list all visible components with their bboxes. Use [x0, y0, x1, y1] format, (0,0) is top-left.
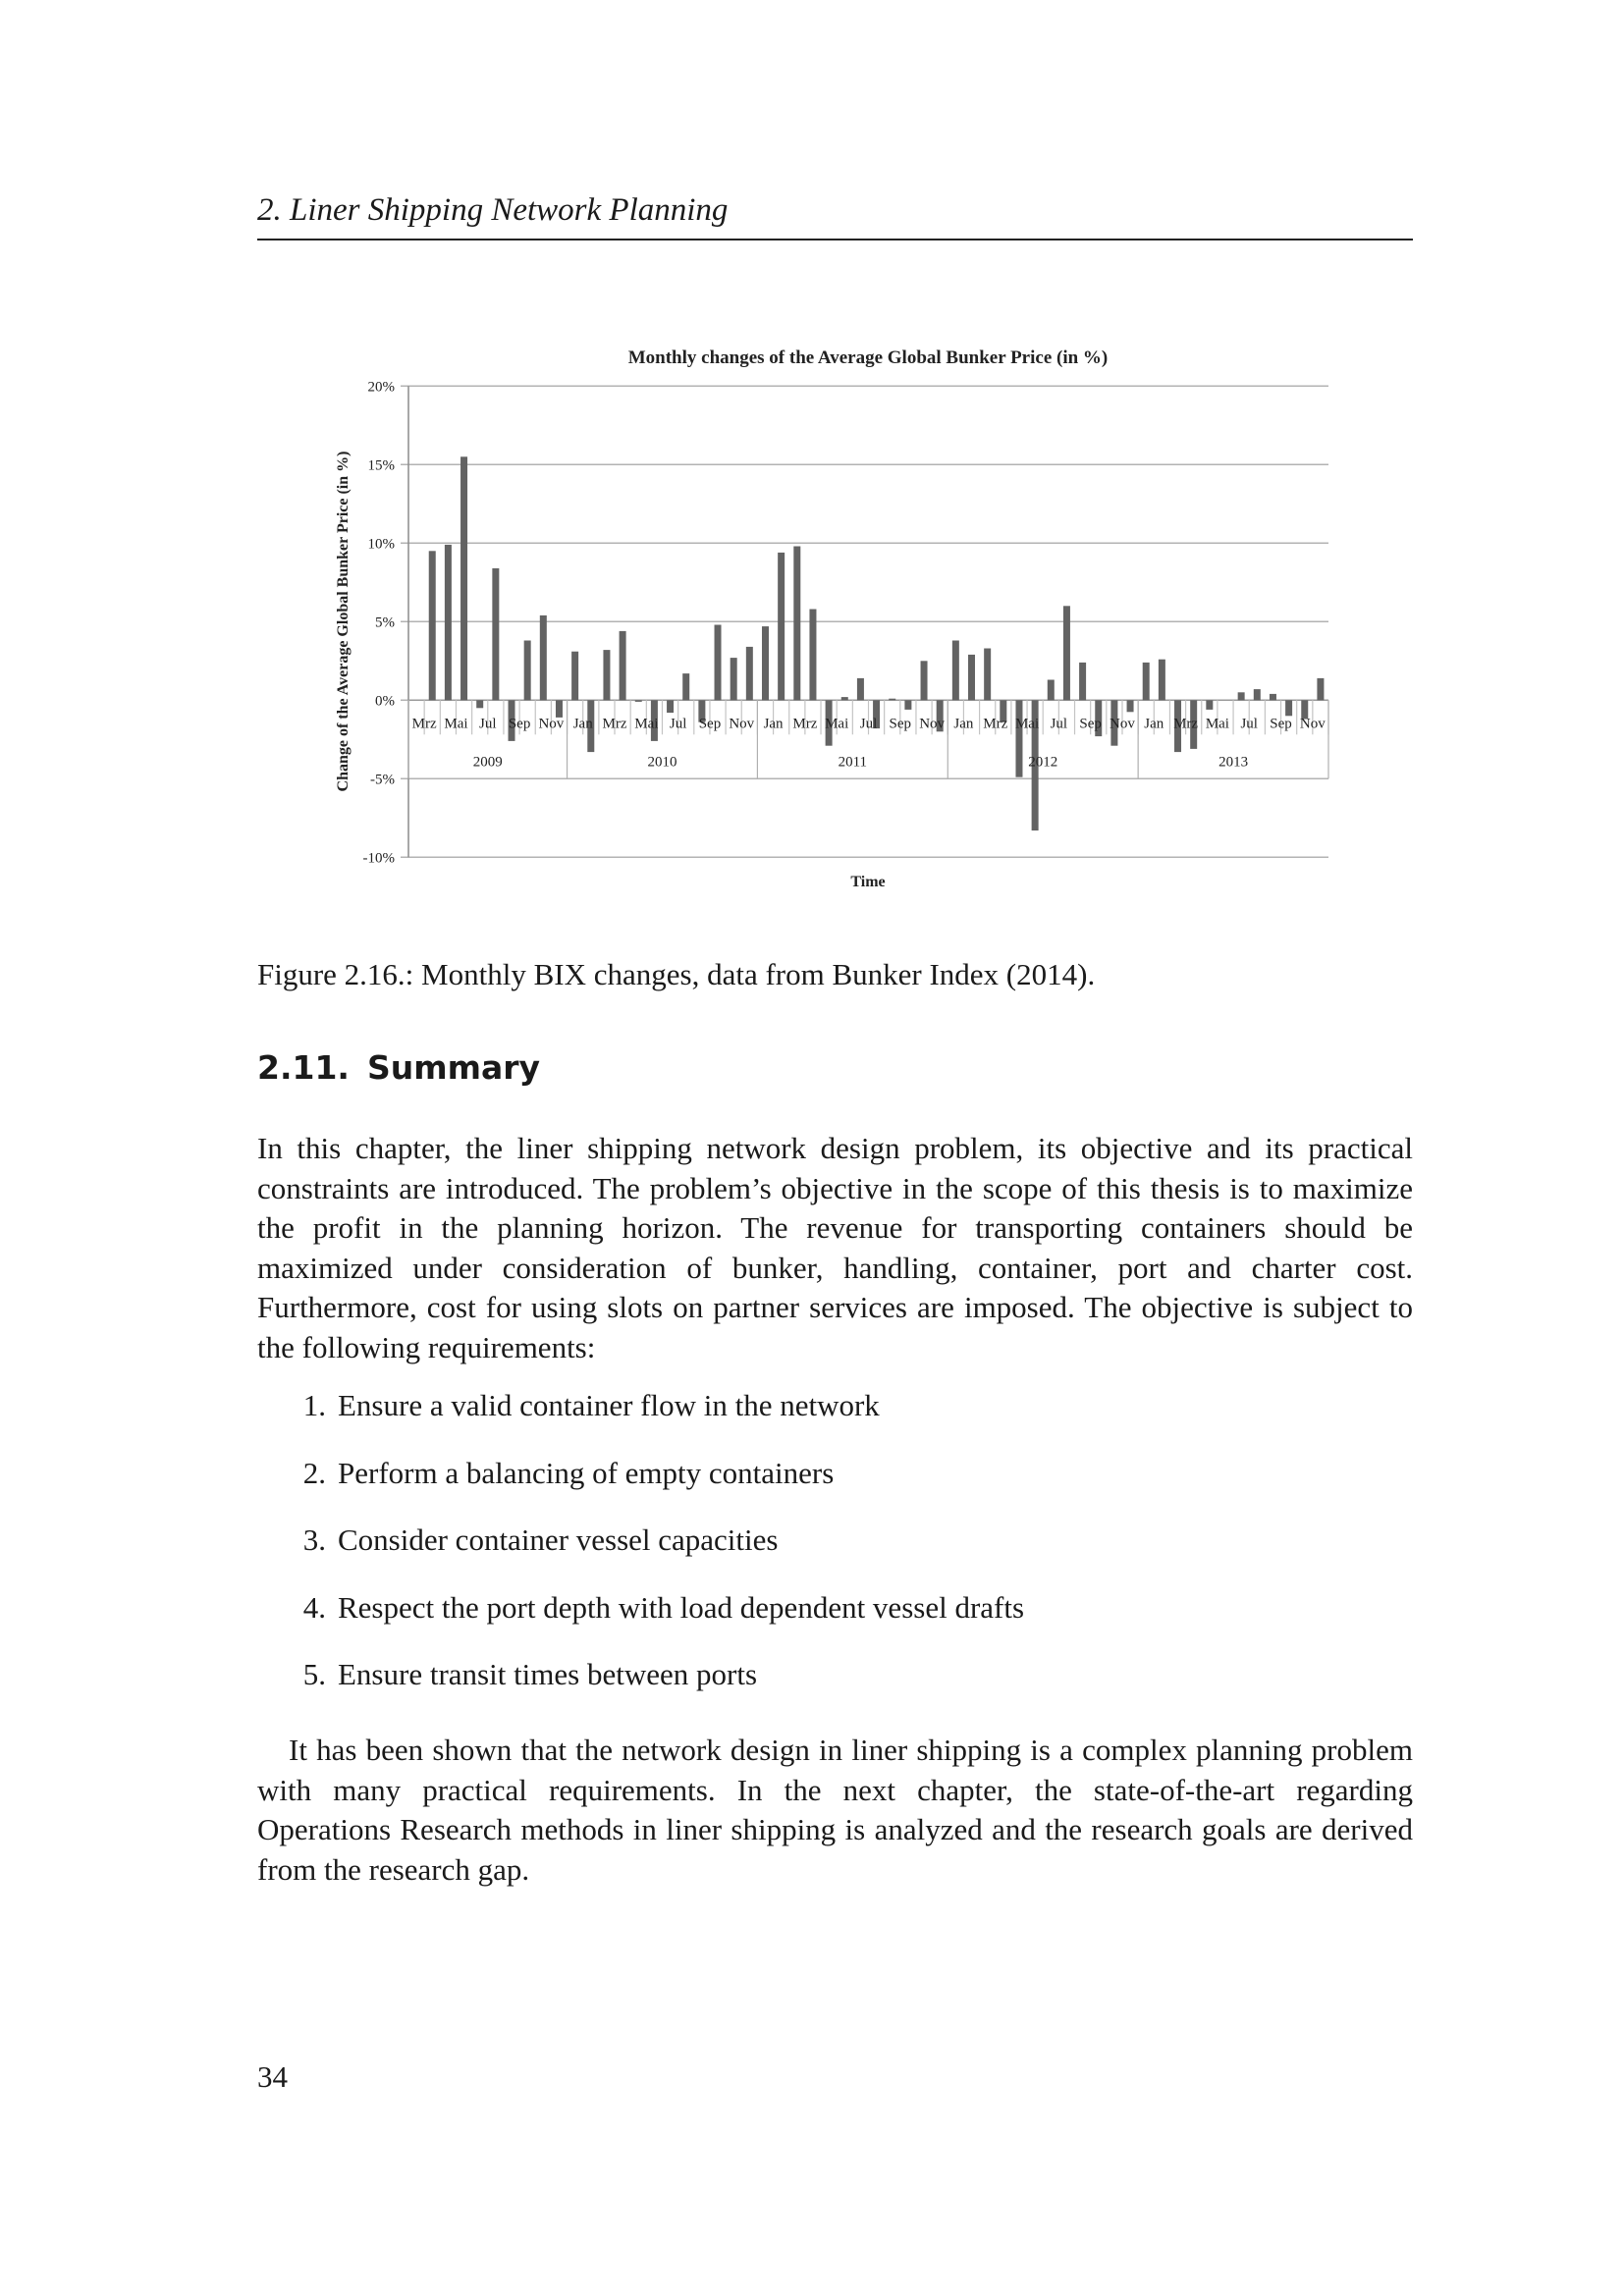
bar — [793, 547, 800, 701]
bar — [731, 658, 737, 700]
page-number: 34 — [257, 2059, 288, 2094]
year-label: 2011 — [838, 754, 868, 771]
list-item-text: Respect the port depth with load dependent vessel drafts — [338, 1589, 1025, 1625]
y-tick-label: -10% — [362, 850, 395, 867]
month-label: Jan — [572, 716, 593, 732]
month-label: Jul — [479, 716, 497, 732]
list-item-text: Perform a balancing of empty containers — [338, 1455, 835, 1490]
month-label: Nov — [729, 716, 755, 732]
bar — [778, 553, 785, 700]
list-item — [257, 1386, 1413, 1454]
bar — [1254, 689, 1261, 700]
month-label: Mai — [634, 716, 659, 732]
month-label: Jan — [953, 716, 974, 732]
month-label: Mrz — [1173, 716, 1199, 732]
bar — [635, 700, 642, 702]
bar — [492, 568, 499, 700]
month-label: Mai — [825, 716, 849, 732]
month-label: Jul — [859, 716, 878, 732]
bar — [904, 700, 911, 710]
month-label: Mai — [1014, 716, 1040, 732]
bar — [1063, 606, 1070, 700]
month-label: Jul — [1240, 716, 1258, 732]
list-item-text: Ensure transit times between ports — [338, 1657, 758, 1691]
list-item-number: 3. — [302, 1522, 326, 1557]
bar — [682, 673, 689, 700]
bar — [571, 652, 578, 701]
y-tick-label: 15% — [367, 457, 395, 474]
bar — [540, 615, 547, 700]
month-label: Jan — [763, 716, 784, 732]
bar — [952, 641, 959, 701]
list-item-number: 4. — [302, 1589, 326, 1625]
bar — [1143, 663, 1150, 700]
month-label: Mrz — [983, 716, 1008, 732]
month-label: Mai — [444, 716, 468, 732]
bar — [1079, 663, 1086, 700]
month-label: Mrz — [411, 716, 437, 732]
bar — [429, 551, 436, 700]
list-item — [257, 1454, 1413, 1522]
month-label: Jul — [1050, 716, 1068, 732]
month-label: Nov — [538, 716, 565, 732]
bar — [984, 649, 991, 701]
section-title: Summary — [366, 1048, 541, 1087]
bar — [746, 647, 753, 700]
month-label: Mrz — [792, 716, 818, 732]
x-axis-label: Time — [850, 874, 886, 890]
bar — [841, 697, 848, 700]
month-label: Mai — [1205, 716, 1229, 732]
summary-paragraph-1: In this chapter, the liner shipping network design problem, its objective and its practical constraints are introduced. The problem’s objective in the scope of this thesis is to maximize the profit in the planning horizon. The revenue for transporting containers should be maximized under consideration of bunker, handling, container, port and charter cost. Furthermore, cost for using slots on partner services are imposed. The objective is subject to the following requirements: — [257, 1131, 1413, 1364]
figure-caption: Figure 2.16.: Monthly BIX changes, data from Bunker Index (2014). — [257, 957, 1096, 991]
bar — [603, 650, 610, 700]
bar — [857, 678, 864, 700]
summary-paragraph-2: It has been shown that the network design in liner shipping is a complex planning problem with many practical requirements. In the next chapter, the state-of-the-art regarding Operations Research methods in liner shipping is analyzed and the research goals are derived from the research gap. — [257, 1733, 1413, 1887]
bar — [762, 626, 769, 700]
bar — [968, 655, 975, 700]
month-label: Nov — [1110, 716, 1135, 732]
bar — [667, 700, 674, 713]
y-axis-label: Change of the Average Global Bunker Price (in %) — [335, 451, 352, 792]
bar — [1127, 700, 1134, 712]
list-item — [257, 1588, 1413, 1656]
bar — [1015, 700, 1022, 776]
bar — [445, 545, 452, 700]
bar — [1206, 700, 1213, 710]
bar — [921, 661, 928, 700]
month-label: Sep — [508, 716, 531, 732]
bar — [524, 641, 531, 701]
bar — [460, 456, 467, 700]
bar — [476, 700, 483, 708]
bar — [715, 625, 722, 701]
requirements-list — [257, 1386, 1413, 1723]
bar — [1270, 694, 1276, 700]
list-item — [257, 1521, 1413, 1588]
bar — [1159, 660, 1165, 701]
bar — [1285, 700, 1292, 716]
month-label: Sep — [889, 716, 912, 732]
bar — [809, 610, 816, 701]
y-tick-label: 0% — [375, 693, 395, 710]
bar — [889, 699, 895, 701]
year-label: 2013 — [1218, 754, 1249, 771]
y-tick-label: -5% — [370, 772, 395, 788]
bar — [620, 631, 626, 700]
section-heading — [257, 1048, 540, 1087]
y-tick-label: 20% — [367, 379, 395, 396]
month-label: Sep — [1270, 716, 1292, 732]
y-tick-label: 5% — [375, 614, 395, 631]
list-item — [257, 1655, 1413, 1723]
year-label: 2012 — [1028, 754, 1058, 771]
y-tick-label: 10% — [367, 536, 395, 553]
month-label: Sep — [1079, 716, 1102, 732]
chart-title: Monthly changes of the Average Global Bunker Price (in %) — [627, 347, 1109, 368]
bar — [1238, 692, 1245, 700]
running-head: 2. Liner Shipping Network Planning — [257, 192, 729, 228]
month-label: Nov — [919, 716, 946, 732]
list-item-text: Ensure a valid container flow in the network — [338, 1388, 880, 1422]
list-item-number: 2. — [302, 1455, 326, 1490]
bunker-price-chart — [0, 0, 1624, 913]
section-number: 2.11. — [257, 1048, 350, 1087]
month-label: Jan — [1144, 716, 1164, 732]
month-label: Nov — [1299, 716, 1326, 732]
year-label: 2009 — [472, 754, 503, 771]
bar — [1048, 680, 1055, 701]
year-label: 2010 — [647, 754, 677, 771]
month-label: Mrz — [602, 716, 627, 732]
month-label: Jul — [669, 716, 687, 732]
list-item-text: Consider container vessel capacities — [338, 1522, 779, 1557]
list-item-number: 1. — [302, 1388, 326, 1422]
list-item-number: 5. — [302, 1657, 326, 1691]
month-label: Sep — [698, 716, 722, 732]
bar — [556, 700, 563, 718]
bar — [1317, 678, 1324, 700]
